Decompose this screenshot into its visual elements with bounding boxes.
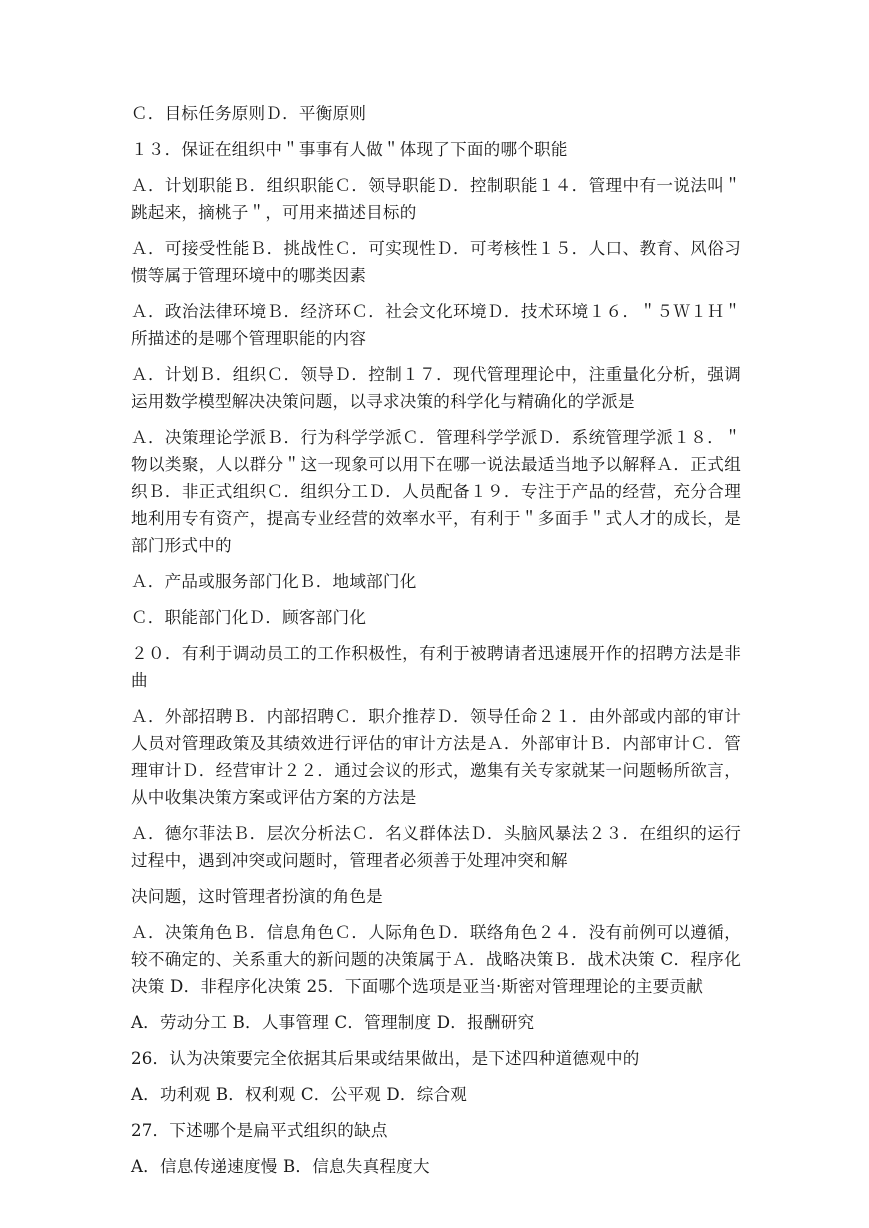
paragraph: １３．保证在组织中＂事事有人做＂体现了下面的哪个职能: [131, 140, 568, 159]
paragraph: 决问题，这时管理者扮演的角色是: [131, 887, 383, 906]
paragraph: Ａ．决策角色Ｂ．信息角色Ｃ．人际角色Ｄ．联络角色２４．没有前例可以遵循，较不确定的、关系重大的新问题的决策属于Ａ．战略决策Ｂ．战术决策 C．程序化决策 D．非程序化决策 25．下面哪个选项是亚当·斯密对管理理论的主要贡献: [131, 923, 741, 996]
paragraph: Ａ．可接受性能Ｂ．挑战性Ｃ．可实现性Ｄ．可考核性１５．人口、教育、风俗习惯等属于管理环境中的哪类因素: [131, 239, 741, 285]
paragraph: 27．下述哪个是扁平式组织的缺点: [131, 1121, 388, 1140]
paragraph: 26．认为决策要完全依据其后果或结果做出，是下述四种道德观中的: [131, 1049, 640, 1068]
paragraph: A．信息传递速度慢 B．信息失真程度大: [131, 1157, 430, 1176]
document-body: [131, 100, 741, 1189]
paragraph: Ａ．计划Ｂ．组织Ｃ．领导Ｄ．控制１７．现代管理理论中，注重量化分析，强调运用数学模型解决决策问题，以寻求决策的科学化与精确化的学派是: [131, 365, 741, 411]
paragraph: Ａ．产品或服务部门化Ｂ．地域部门化: [131, 572, 417, 591]
paragraph: Ａ．外部招聘Ｂ．内部招聘Ｃ．职介推荐Ｄ．领导任命２１．由外部或内部的审计人员对管理政策及其绩效进行评估的审计方法是Ａ．外部审计Ｂ．内部审计Ｃ．管理审计Ｄ．经营审计２２．通过会议的形式，邀集有关专家就某一问题畅所欲言，从中收集决策方案或评估方案的方法是: [131, 707, 741, 807]
paragraph: Ａ．政治法律环境Ｂ．经济环Ｃ．社会文化环境Ｄ．技术环境１６．＂５Ｗ１Ｈ＂所描述的是哪个管理职能的内容: [131, 302, 741, 348]
paragraph: Ａ．德尔菲法Ｂ．层次分析法Ｃ．名义群体法Ｄ．头脑风暴法２３．在组织的运行过程中，遇到冲突或问题时，管理者必须善于处理冲突和解: [131, 824, 741, 870]
paragraph: Ｃ．目标任务原则Ｄ．平衡原则: [131, 104, 367, 123]
paragraph: Ａ．决策理论学派Ｂ．行为科学学派Ｃ．管理科学学派Ｄ．系统管理学派１８．＂物以类聚，人以群分＂这一现象可以用下在哪一说法最适当地予以解释Ａ．正式组织Ｂ．非正式组织Ｃ．组织分工Ｄ．人员配备１９．专注于产品的经营，充分合理地利用专有资产，提高专业经营的效率水平，有利于＂多面手＂式人才的成长，是部门形式中的: [131, 428, 741, 555]
paragraph: A．劳动分工 B．人事管理 C．管理制度 D．报酬研究: [131, 1013, 535, 1032]
paragraph: ２０．有利于调动员工的工作积极性，有利于被聘请者迅速展开作的招聘方法是非曲: [131, 644, 741, 690]
paragraph: Ｃ．职能部门化Ｄ．顾客部门化: [131, 608, 367, 627]
paragraph: Ａ．计划职能Ｂ．组织职能Ｃ．领导职能Ｄ．控制职能１４．管理中有一说法叫＂跳起来，摘桃子＂，可用来描述目标的: [131, 176, 741, 222]
paragraph: A．功利观 B．权利观 C．公平观 D．综合观: [131, 1085, 468, 1104]
